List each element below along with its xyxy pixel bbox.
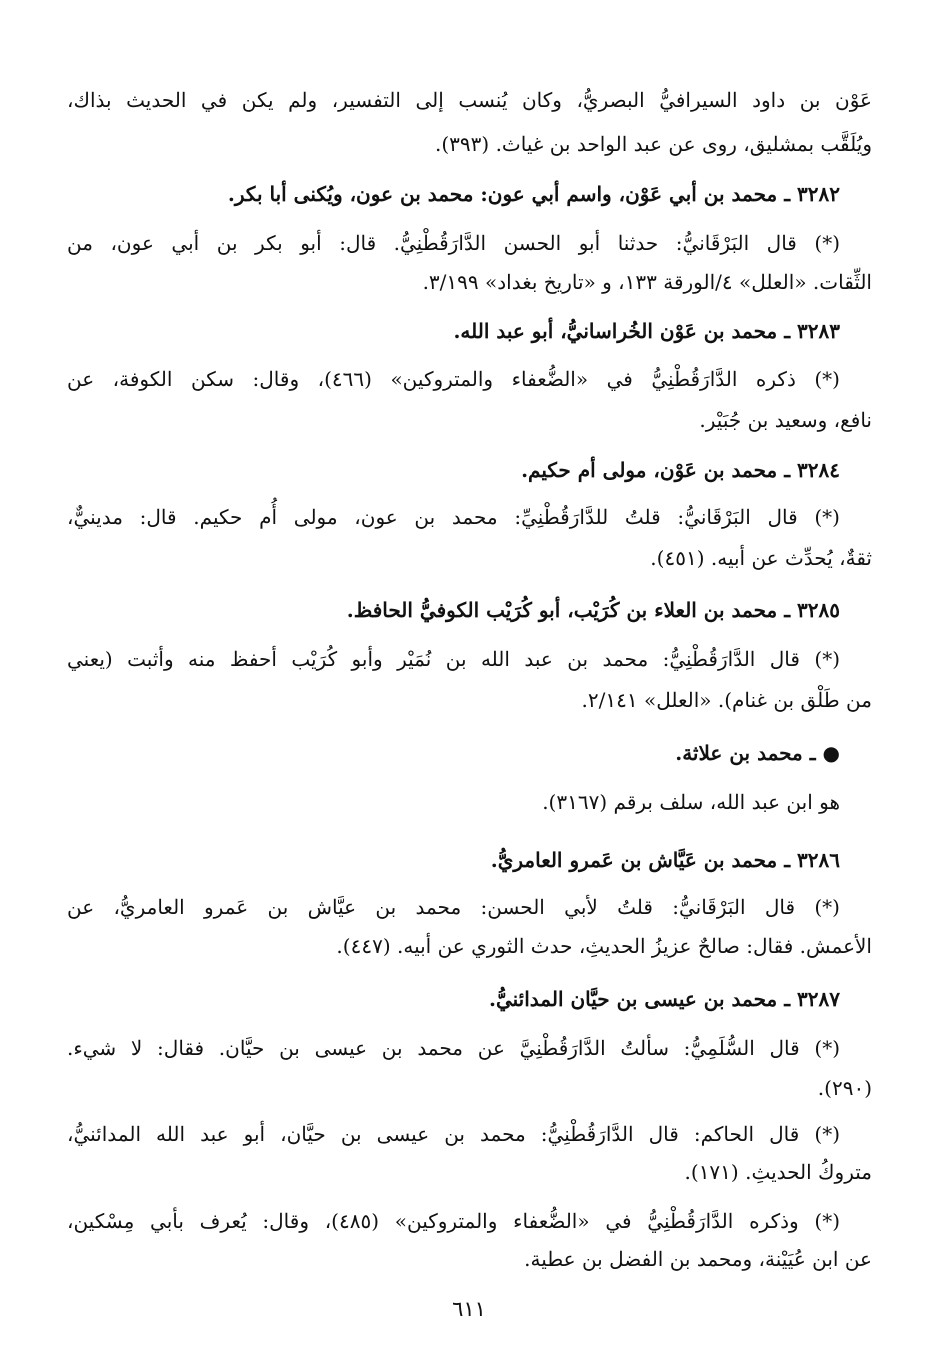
entry-heading-3286: ٣٢٨٦ ـ محمد بن عَيَّاش بن عَمرو العامريُّ. — [490, 848, 840, 872]
entry-heading-3287: ٣٢٨٧ ـ محمد بن عيسى بن حيَّان المدائنيُّ. — [489, 987, 840, 1011]
text-line: نافع، وسعيد بن جُبَيْر. — [699, 408, 872, 432]
text-line: من طَلْق بن غنام). «العلل» ٢/١٤١. — [581, 688, 872, 712]
text-line: الثِّقات. «العلل» ٤/الورقة ١٣٣، و «تاريخ بغداد» ٣/١٩٩. — [422, 270, 872, 294]
text-line: (*) قال البَرْقَانيُّ: حدثنا أبو الحسن الدَّارَقُطْنِيُّ. قال: أبو بكر بن أبي عون، من — [67, 231, 840, 255]
text-line: (*) وذكره الدَّارَقُطْنِيُّ في «الضُّعفاء والمتروكين» (٤٨٥)، وقال: يُعرف بأبي مِسْكين، — [67, 1209, 841, 1233]
text-line: عَوْن بن داود السيرافيُّ البصريُّ، وكان يُنسب إلى التفسير، ولم يكن في الحديث بذاك، — [67, 88, 872, 112]
entry-heading-3283: ٣٢٨٣ ـ محمد بن عَوْن الخُراسانيُّ، أبو عبد الله. — [453, 319, 840, 343]
entry-heading-3282: ٣٢٨٢ ـ محمد بن أبي عَوْن، واسم أبي عون: محمد بن عون، ويُكنى أبا بكر. — [227, 182, 840, 206]
text-line: عن ابن عُيَيْنة، ومحمد بن الفضل بن عطية. — [524, 1247, 872, 1271]
text-line: ثقةٌ، يُحدِّث عن أبيه. (٤٥١). — [650, 546, 872, 570]
text-line: (*) قال الحاكم: قال الدَّارَقُطْنِيُّ: محمد بن عيسى بن حيَّان، أبو عبد الله المدائنيُّ، — [67, 1122, 840, 1146]
text-line: متروكُ الحديثِ. (١٧١). — [684, 1160, 872, 1184]
entry-heading-3284: ٣٢٨٤ ـ محمد بن عَوْن، مولى أم حكيم. — [521, 458, 840, 482]
text-line: هو ابن عبد الله، سلف برقم (٣١٦٧). — [542, 790, 840, 814]
text-line: (٢٩٠). — [817, 1076, 872, 1100]
entry-heading-3285: ٣٢٨٥ ـ محمد بن العلاء بن كُرَيْب، أبو كُرَيْب الكوفيُّ الحافظ. — [346, 598, 840, 622]
text-line: (*) قال السُّلَمِيُّ: سألتُ الدَّارَقُطْنِيَّ عن محمد بن عيسى بن حيَّان. فقال: لا شيء. — [67, 1036, 841, 1060]
text-line: ويُلَقَّب بمشليق، روى عن عبد الواحد بن غياث. (٣٩٣). — [435, 132, 872, 156]
text-line: (*) ذكره الدَّارَقُطْنِيُّ في «الضُّعفاء والمتروكين» (٤٦٦)، وقال: سكن الكوفة، عن — [67, 367, 840, 391]
text-line: (*) قال البَرْقَانيُّ: قلتُ للدَّارَقُطْنِيِّ: محمد بن عون، مولى أُم حكيم. قال: مدينيٌّ، — [67, 505, 840, 529]
text-line: (*) قال الدَّارَقُطْنِيُّ: محمد بن عبد الله بن نُمَيْر وأبو كُرَيْب أحفظ منه وأثبت (يعني — [67, 647, 840, 671]
page-number: ٦١١ — [452, 1297, 486, 1321]
text-line: الأعمش. فقال: صالحٌ عزيزُ الحديثِ، حدث الثوري عن أبيه. (٤٤٧). — [336, 934, 872, 958]
cross-reference-heading: ● ـ محمد بن علاثة. — [675, 741, 840, 765]
text-line: (*) قال البَرْقَانيُّ: قلتُ لأبي الحسن: محمد بن عيَّاش بن عَمرو العامريُّ، عن — [67, 895, 840, 919]
